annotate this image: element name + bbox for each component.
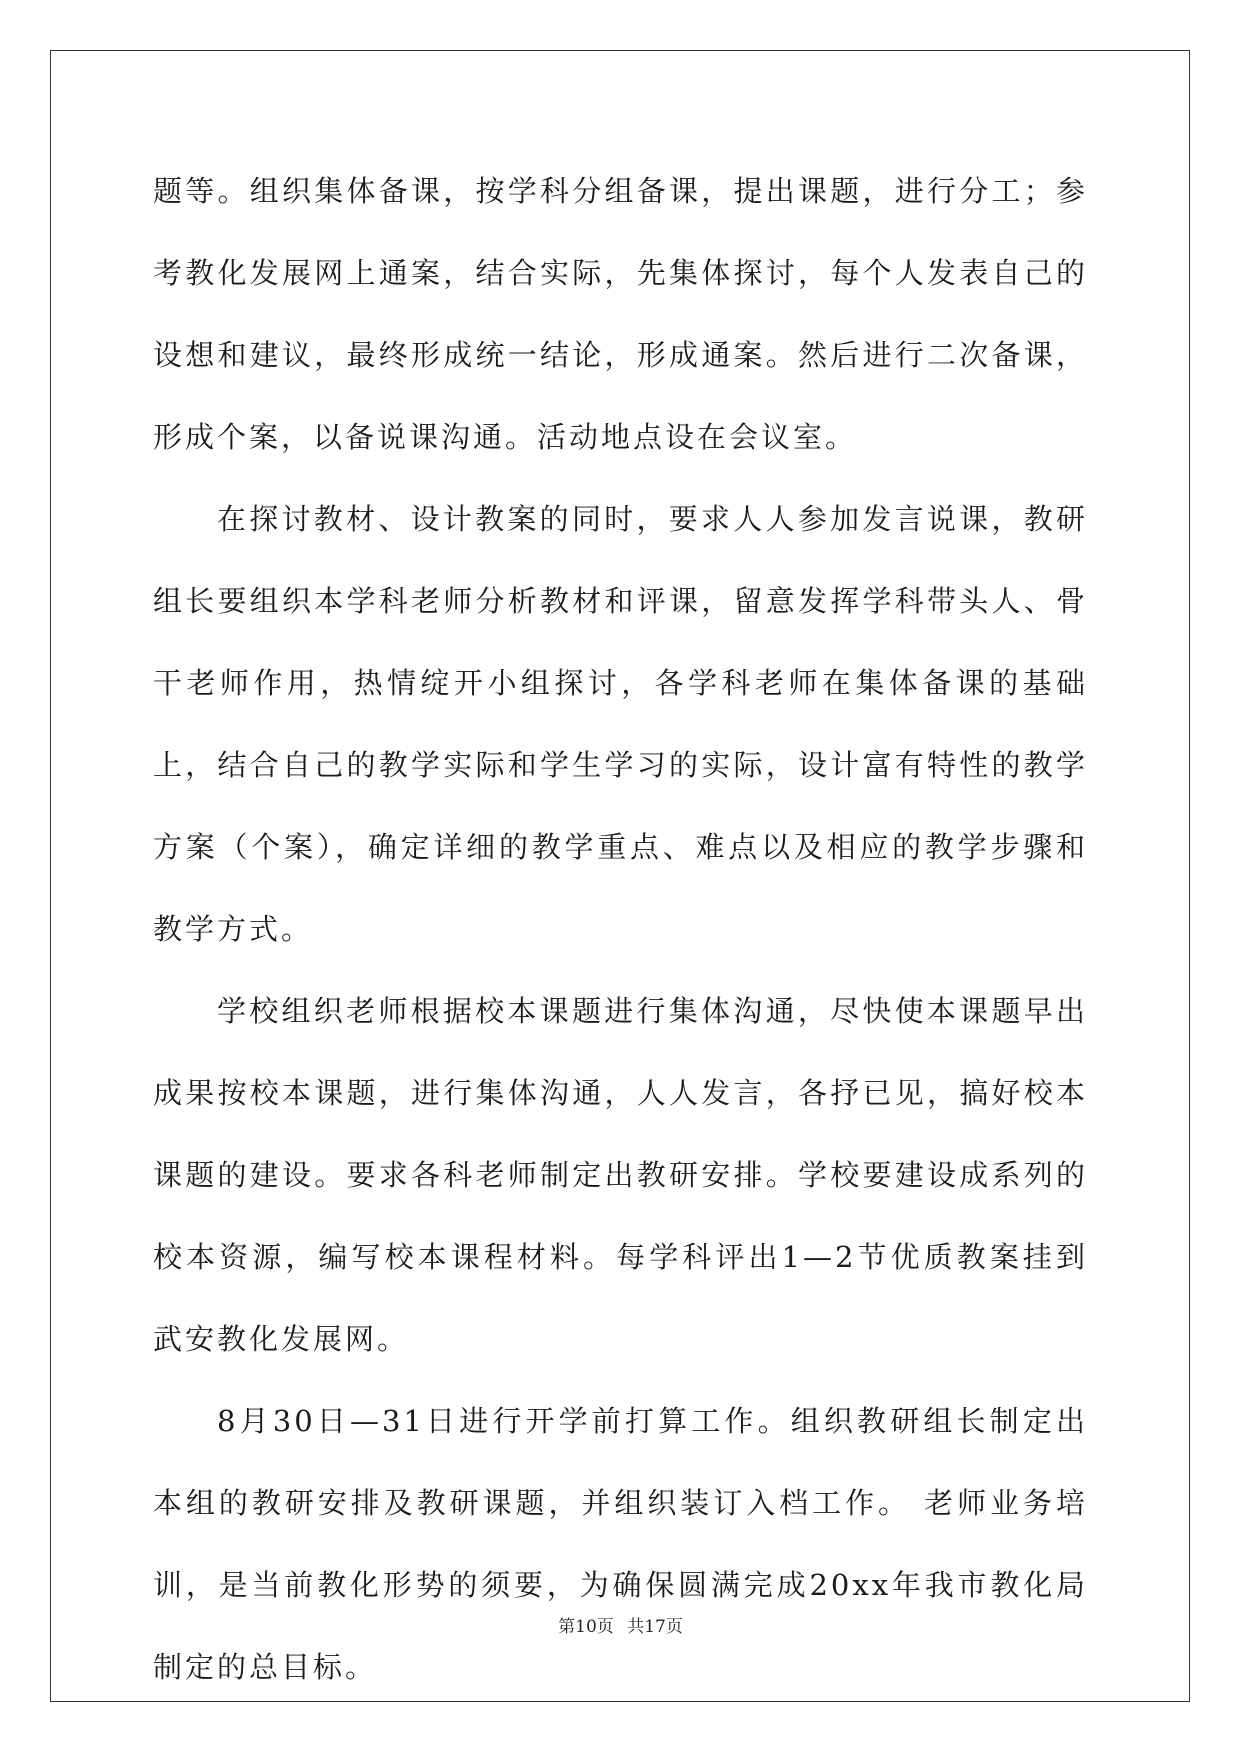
paragraph-1: 题等。组织集体备课，按学科分组备课，提出课题，进行分工；参考教化发展网上通案，结合实际，先集体探讨，每个人发表自己的设想和建议，最终形成统一结论，形成通案。然后进行二次备课，形成个案，以备说课沟通。活动地点设在会议室。 — [153, 174, 1088, 454]
current-page-number: 第10页 — [558, 1617, 614, 1637]
page-footer — [0, 1612, 1241, 1637]
paragraph-3: 学校组织老师根据校本课题进行集体沟通，尽快使本课题早出成果按校本课题，进行集体沟通，人人发言，各抒已见，搞好校本课题的建设。要求各科老师制定出教研安排。学校要建设成系列的校本资源，编写校本课程材料。每学科评出1—2节优质教案挂到武安教化发展网。 — [153, 994, 1088, 1356]
total-pages: 共17页 — [627, 1617, 683, 1637]
paragraph-4: 8月30日—31日进行开学前打算工作。组织教研组长制定出本组的教研安排及教研课题，并组织装订入档工作。 老师业务培训，是当前教化形势的须要，为确保圆满完成20xx年我市教化局制定的总目标。 — [153, 1404, 1088, 1684]
document-body — [153, 150, 1088, 1708]
paragraph-2: 在探讨教材、设计教案的同时，要求人人参加发言说课，教研组长要组织本学科老师分析教材和评课，留意发挥学科带头人、骨干老师作用，热情绽开小组探讨，各学科老师在集体备课的基础上，结合自己的教学实际和学生学习的实际，设计富有特性的教学方案（个案），确定详细的教学重点、难点以及相应的教学步骤和教学方式。 — [153, 502, 1088, 946]
